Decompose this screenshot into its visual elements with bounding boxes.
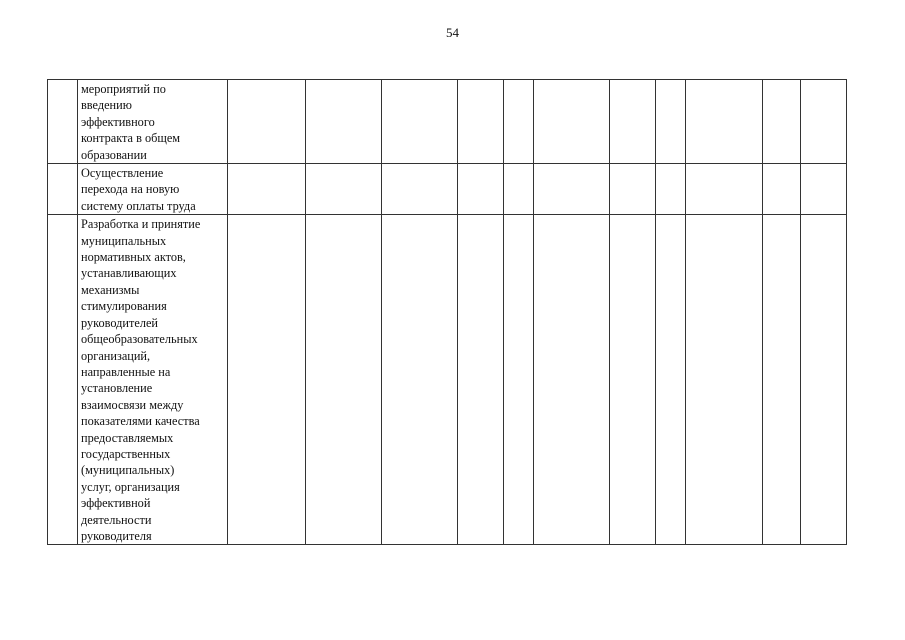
empty-cell [801, 215, 847, 545]
empty-cell [656, 80, 686, 164]
empty-cell [801, 164, 847, 215]
empty-cell [306, 164, 382, 215]
row-number-cell [48, 164, 78, 215]
empty-cell [534, 164, 610, 215]
empty-cell [534, 80, 610, 164]
empty-cell [382, 215, 458, 545]
measure-name-cell: Разработка и принятие муниципальных нормативных актов, устанавливающих механизмы стимулирования руководителей общеобразовательных организаций, направленные на установление взаимосвязи между показателями качества предоставляемых государственных (муниципальных) услуг, организация эффективной деятельности руководителя [78, 215, 228, 545]
empty-cell [382, 80, 458, 164]
empty-cell [534, 215, 610, 545]
table-row [48, 80, 847, 164]
measures-table [47, 79, 847, 545]
empty-cell [686, 164, 763, 215]
empty-cell [504, 80, 534, 164]
empty-cell [382, 164, 458, 215]
empty-cell [686, 80, 763, 164]
table-row [48, 215, 847, 545]
empty-cell [458, 215, 504, 545]
empty-cell [656, 164, 686, 215]
empty-cell [763, 215, 801, 545]
empty-cell [610, 215, 656, 545]
measure-name-cell: Осуществление перехода на новую систему оплаты труда [78, 164, 228, 215]
empty-cell [458, 80, 504, 164]
row-number-cell [48, 215, 78, 545]
empty-cell [610, 164, 656, 215]
empty-cell [656, 215, 686, 545]
empty-cell [686, 215, 763, 545]
empty-cell [763, 80, 801, 164]
empty-cell [763, 164, 801, 215]
empty-cell [228, 164, 306, 215]
measure-name-cell: мероприятий по введению эффективного контракта в общем образовании [78, 80, 228, 164]
row-number-cell [48, 80, 78, 164]
page-number: 54 [446, 25, 459, 40]
empty-cell [306, 215, 382, 545]
empty-cell [801, 80, 847, 164]
empty-cell [610, 80, 656, 164]
empty-cell [228, 80, 306, 164]
empty-cell [504, 164, 534, 215]
table-row [48, 164, 847, 215]
empty-cell [228, 215, 306, 545]
empty-cell [306, 80, 382, 164]
empty-cell [504, 215, 534, 545]
empty-cell [458, 164, 504, 215]
